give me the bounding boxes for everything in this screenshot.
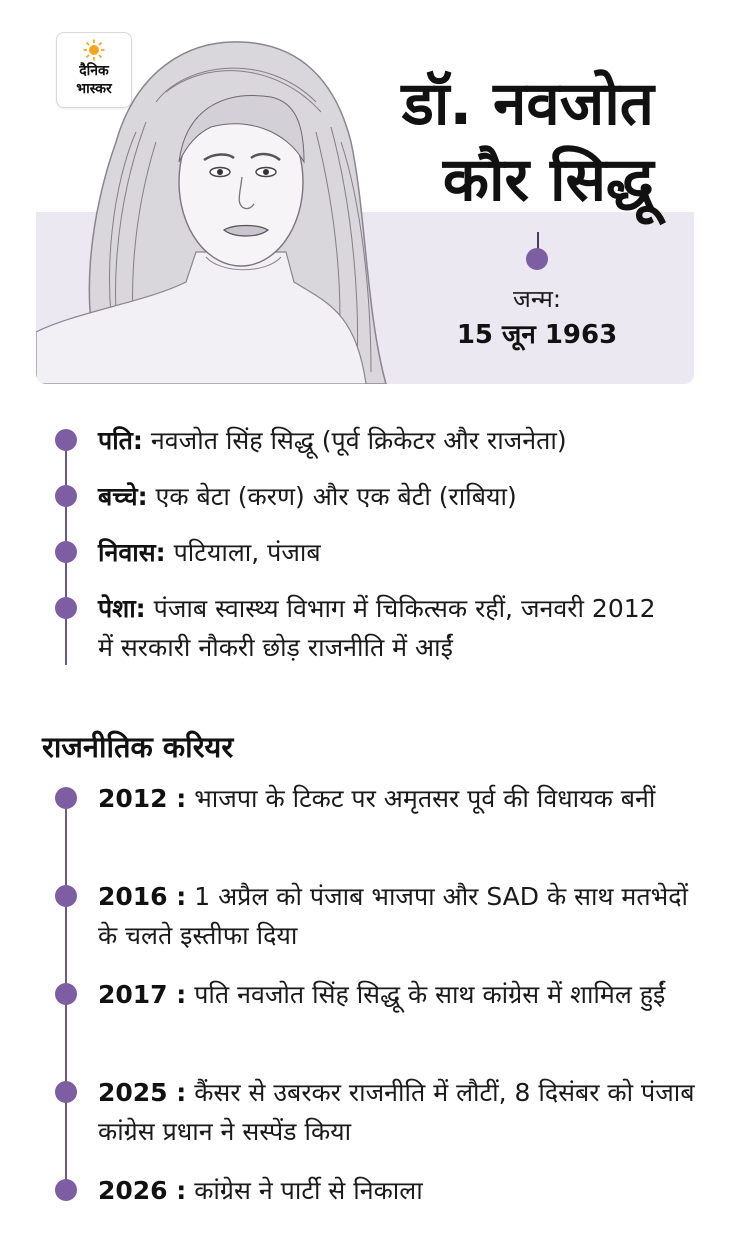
- list-item-spouse: [98, 421, 698, 460]
- career-text: कांग्रेस ने पार्टी से निकाला: [194, 1176, 423, 1205]
- item-label: बच्चे:: [98, 482, 148, 511]
- timeline-dot: [55, 485, 77, 507]
- career-item-2016: [98, 877, 688, 955]
- sun-logo-icon: [83, 39, 105, 61]
- career-text: पति नवजोत सिंह सिद्धू के साथ कांग्रेस में शामिल हुईं: [194, 980, 666, 1009]
- item-label: पति:: [98, 426, 143, 455]
- career-text: भाजपा के टिकट पर अमृतसर पूर्व की विधायक बनीं: [194, 784, 656, 813]
- item-text: एक बेटा (करण) और एक बेटी (राबिया): [155, 482, 517, 511]
- career-item-2017: [98, 975, 678, 1014]
- career-item-2025: [98, 1073, 698, 1151]
- birth-label: जन्म:: [513, 285, 561, 313]
- title-line-1: डॉ. नवजोत: [401, 69, 654, 139]
- career-item-2026: [98, 1171, 698, 1210]
- item-label: पेशा:: [98, 594, 146, 623]
- page-title: [402, 66, 654, 218]
- timeline-dot: [55, 1179, 77, 1201]
- logo-text-line2: भास्कर: [76, 81, 112, 97]
- item-text: पटियाला, पंजाब: [173, 538, 321, 567]
- item-text: पंजाब स्वास्थ्य विभाग में चिकित्सक रहीं, जनवरी 2012 में सरकारी नौकरी छोड़ राजनीति में आईं: [98, 594, 656, 662]
- career-year: 2017 :: [98, 980, 187, 1009]
- timeline-dot: [55, 541, 77, 563]
- timeline-dot: [55, 1081, 77, 1103]
- list-item-children: [98, 477, 698, 516]
- section-title-career: राजनीतिक करियर: [42, 730, 234, 764]
- timeline-dot: [55, 787, 77, 809]
- career-item-2012: [98, 779, 658, 818]
- dainik-bhaskar-logo[interactable]: [56, 32, 132, 108]
- career-year: 2016 :: [98, 882, 187, 911]
- item-text: नवजोत सिंह सिद्धू (पूर्व क्रिकेटर और राजनेता): [150, 426, 567, 455]
- timeline-dot: [55, 983, 77, 1005]
- timeline-dot: [55, 429, 77, 451]
- logo-text-line1: दैनिक: [79, 63, 109, 79]
- career-year: 2025 :: [98, 1078, 187, 1107]
- timeline-dot: [55, 885, 77, 907]
- career-text: 1 अप्रैल को पंजाब भाजपा और SAD के साथ मतभेदों के चलते इस्तीफा दिया: [98, 882, 688, 950]
- career-text: कैंसर से उबरकर राजनीति में लौटीं, 8 दिसंबर को पंजाब कांग्रेस प्रधान ने सस्पेंड किया: [98, 1078, 695, 1146]
- list-item-profession: [98, 589, 678, 667]
- career-year: 2012 :: [98, 784, 187, 813]
- item-label: निवास:: [98, 538, 166, 567]
- career-year: 2026 :: [98, 1176, 187, 1205]
- timeline-dot: [55, 597, 77, 619]
- birth-date: 15 जून 1963: [456, 320, 618, 350]
- birth-marker-dot: [526, 248, 548, 270]
- title-line-2: कौर सिद्धू: [442, 145, 654, 215]
- list-item-residence: [98, 533, 698, 572]
